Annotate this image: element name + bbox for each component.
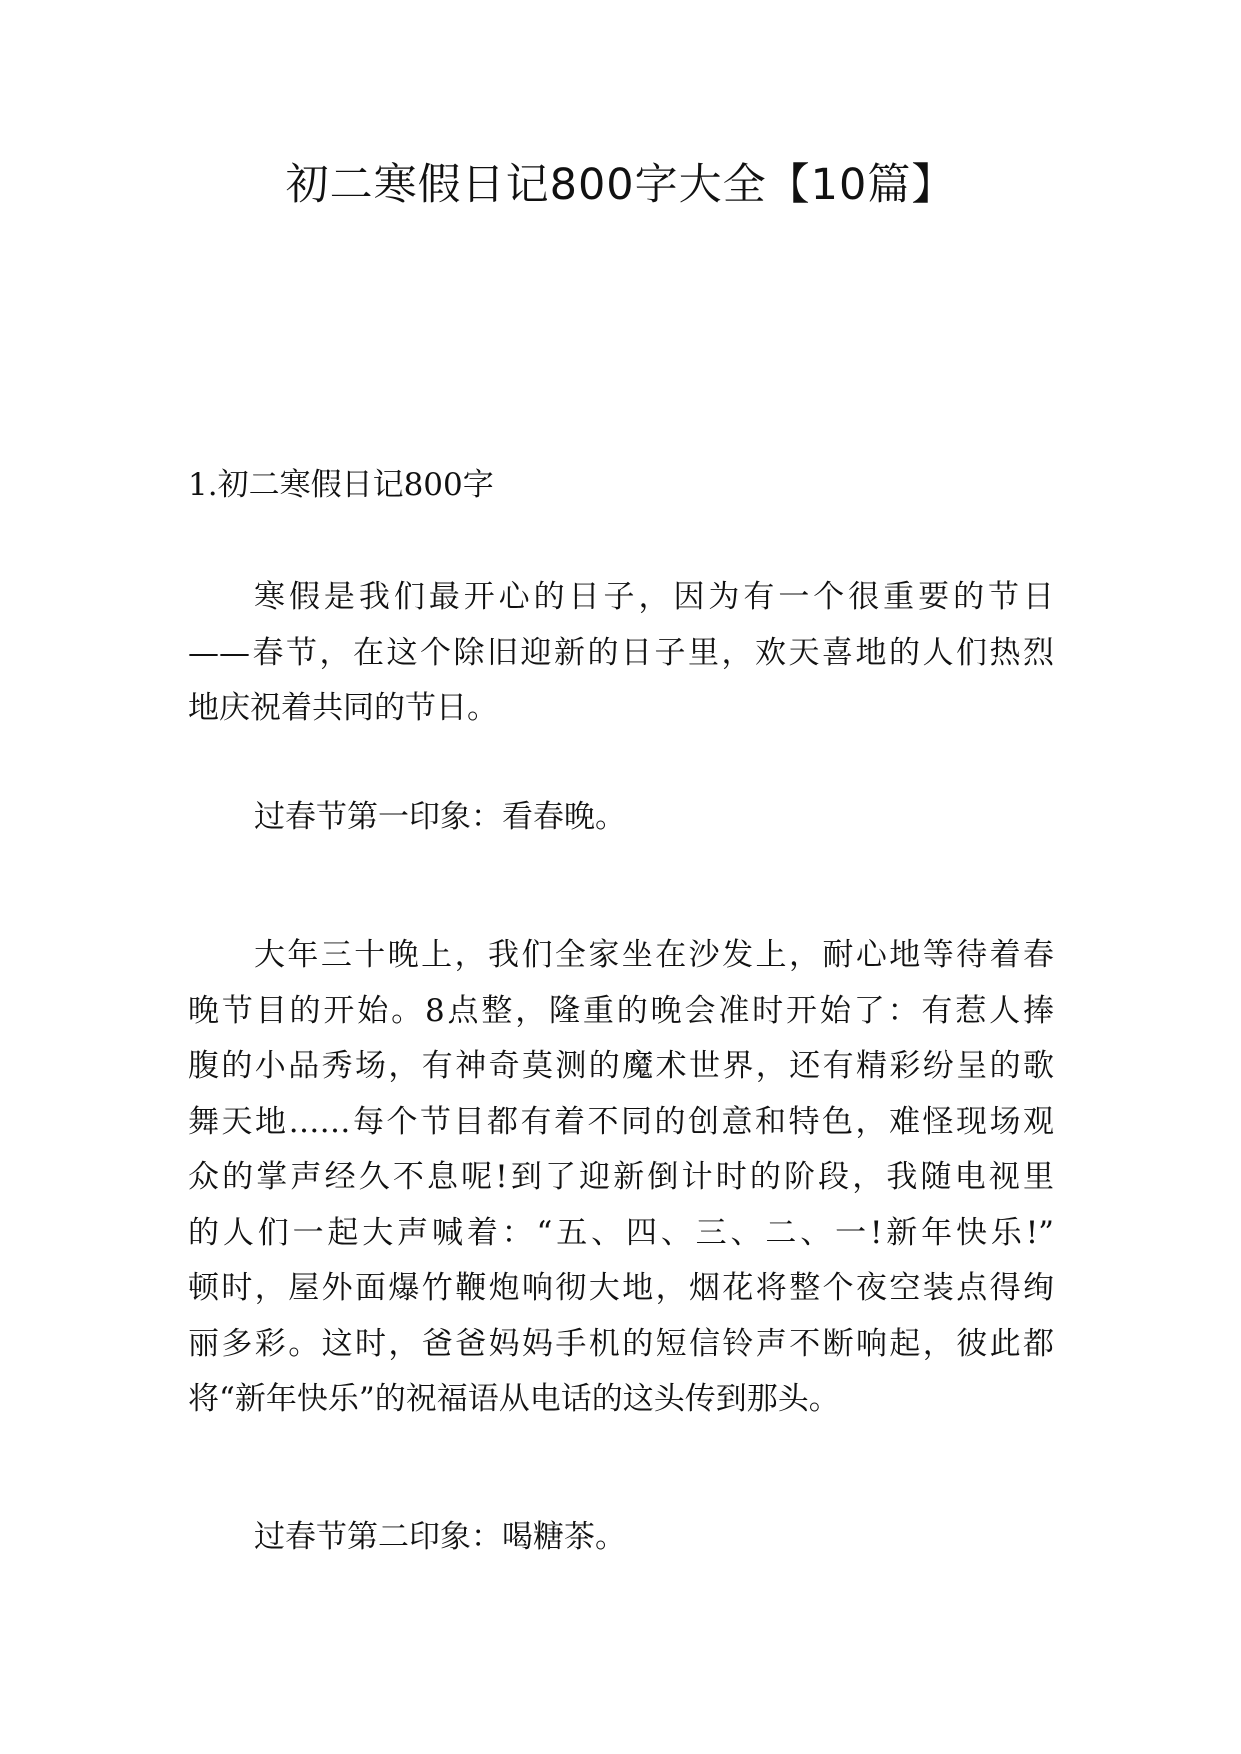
paragraph-line: 将“新年快乐”的祝福语从电话的这头传到那头。	[188, 1381, 840, 1417]
paragraph-line: ——春节，在这个除旧迎新的日子里，欢天喜地的人们热烈	[188, 634, 1054, 671]
document-title: 初二寒假日记800字大全【10篇】	[285, 160, 956, 210]
paragraph-line: 过春节第二印象：喝糖茶。	[254, 1519, 626, 1555]
paragraph-line: 顿时，屋外面爆竹鞭炮响彻大地，烟花将整个夜空装点得绚	[188, 1270, 1054, 1306]
paragraph-line: 地庆祝着共同的节日。	[188, 690, 498, 726]
paragraph-line: 大年三十晚上，我们全家坐在沙发上，耐心地等待着春	[254, 937, 1054, 973]
paragraph-line: 晚节目的开始。8点整，隆重的晚会准时开始了：有惹人捧	[188, 992, 1054, 1029]
paragraph-2	[188, 790, 1054, 846]
paragraph-line: 寒假是我们最开心的日子，因为有一个很重要的节日	[254, 579, 1054, 615]
paragraph-line: 舞天地……每个节目都有着不同的创意和特色，难怪现场观	[188, 1103, 1054, 1140]
section-heading: 1.初二寒假日记800字	[188, 467, 494, 503]
paragraph-line: 丽多彩。这时，爸爸妈妈手机的短信铃声不断响起，彼此都	[188, 1325, 1054, 1362]
paragraph-line: 众的掌声经久不息呢!到了迎新倒计时的阶段，我随电视里	[188, 1159, 1054, 1195]
paragraph-line: 腹的小品秀场，有神奇莫测的魔术世界，还有精彩纷呈的歌	[188, 1048, 1054, 1084]
paragraph-line: 的人们一起大声喊着：“五、四、三、二、一!新年快乐!”	[188, 1214, 1054, 1251]
paragraph-3	[188, 928, 1054, 1428]
paragraph-4	[188, 1510, 1054, 1566]
paragraph-line: 过春节第一印象：看春晚。	[254, 799, 626, 835]
paragraph-1	[188, 570, 1054, 737]
